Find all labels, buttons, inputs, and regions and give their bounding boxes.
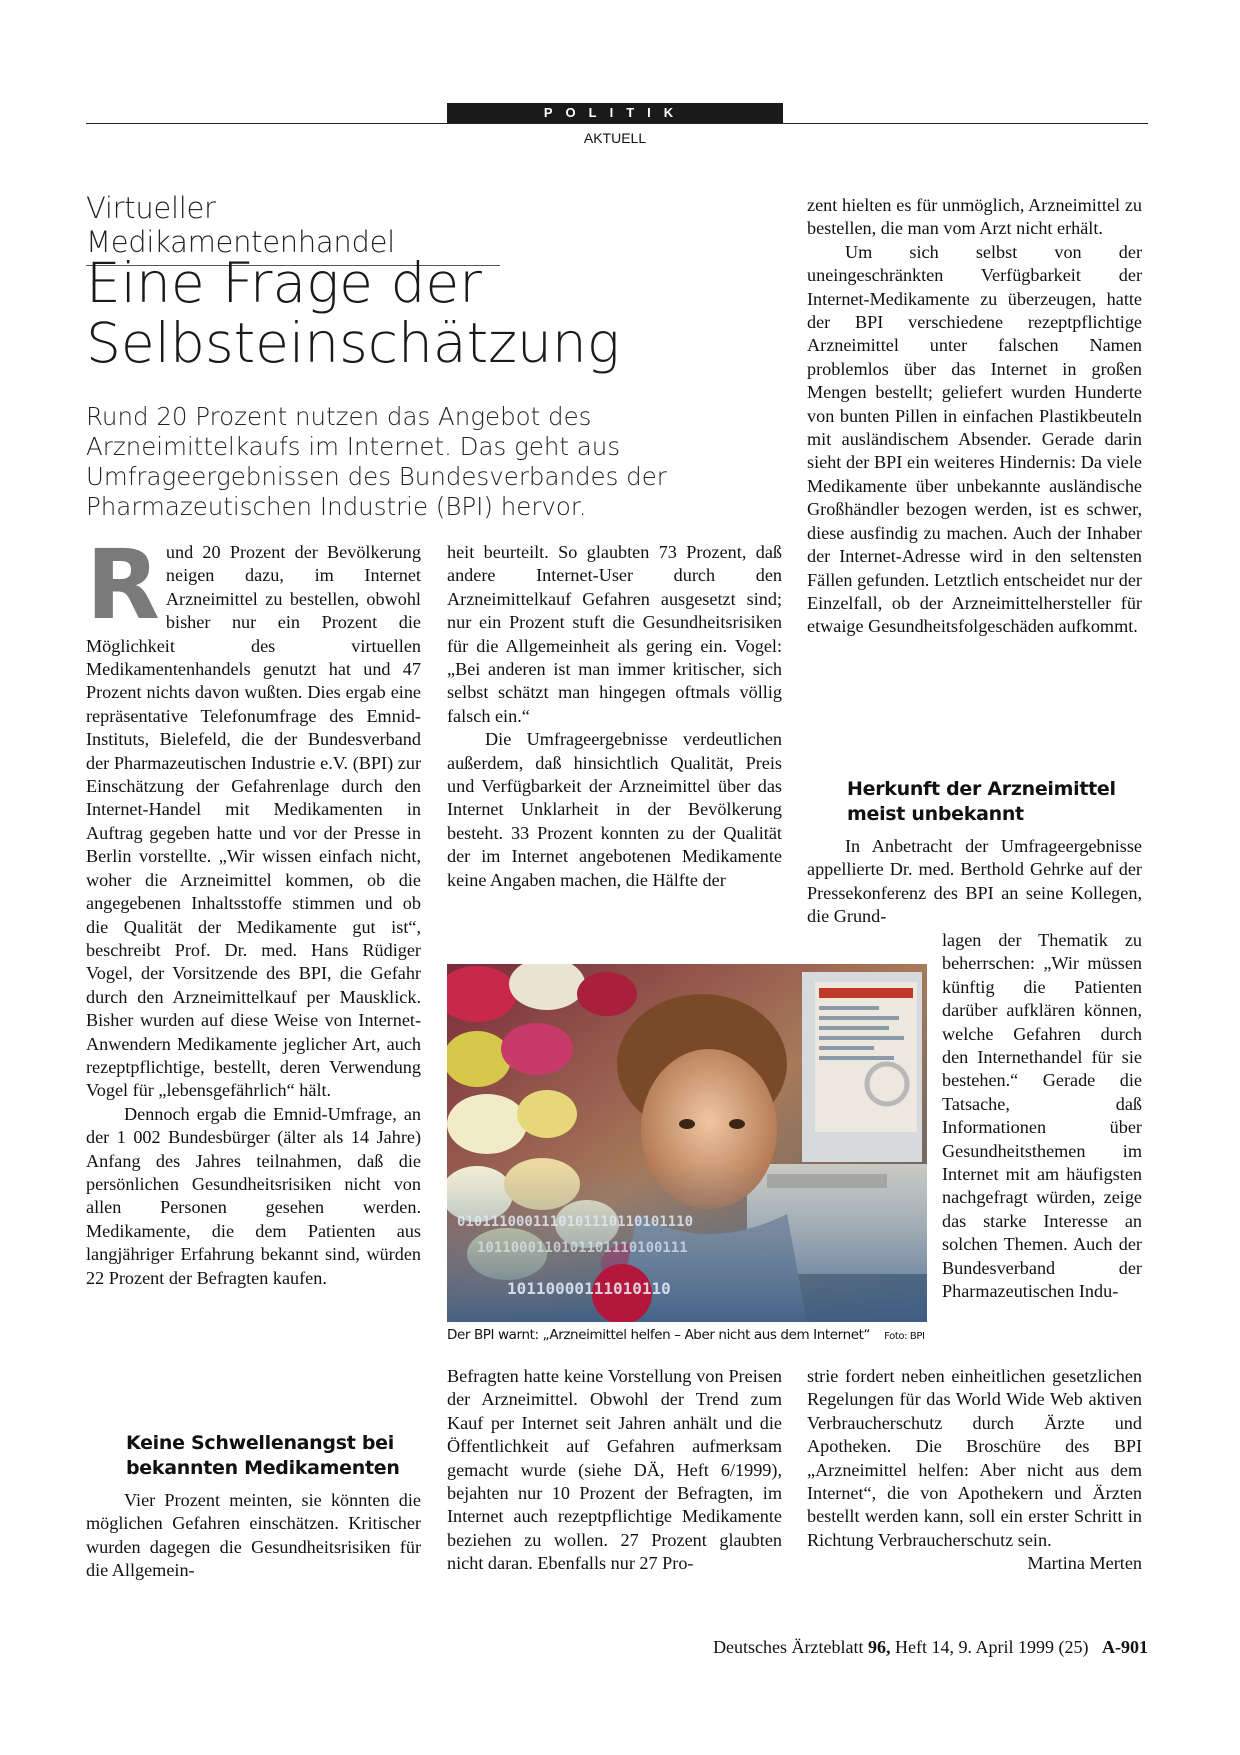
subheading-1: Keine Schwellenangst bei bekannten Medikamenten: [126, 1432, 400, 1479]
paragraph: [807, 1365, 1142, 1574]
column-2-continued: [447, 1365, 782, 1576]
header-rule: [86, 123, 1148, 124]
paragraph: heit beurteilt. So glaubten 73 Prozent, daß andere Internet-User durch den Arzneimittelkauf Gefahren ausgesetzt sind; nur ein Prozent stuft die Gesundheitsrisiken für die Allgemeinheit als gering ein. Vogel: „Bei anderen ist man immer kritischer, sich selbst schätzt man hingegen oftmals völlig falsch ein.“: [447, 542, 782, 726]
child-at-computer-photo-icon: [447, 964, 927, 1322]
column-2: [447, 541, 782, 892]
article-photo: [447, 964, 927, 1322]
paragraph: Dennoch ergab die Emnid-Umfrage, an der 1 002 Bundesbürger (älter als 14 Jahre) Anfang des Jahres teilnahmen, daß die persönlichen Gesundheitsrisiken nicht von allen Personen gesehen werden. Medikamente, die dem Patienten aus langjähriger Erfahrung bekannt sind, würden 22 Prozent der Befragten kaufen.: [86, 1103, 421, 1288]
column-3-wrap: [942, 929, 1142, 1304]
column-3-end: [807, 1365, 1142, 1576]
paragraph-text: und 20 Prozent der Bevölkerung neigen dazu, im Internet Arzneimittel zu bestellen, obwohl bisher nur ein Prozent die Möglichkeit des virtuellen Medikamentenhandels genutzt hat und 47 Prozent nichts davon wußten. Dies ergab eine repräsentative Telefonumfrage des Emnid-Instituts, Bielefeld, die der Bundesverband der Pharmazeutischen Industrie e.V. (BPI) zur Einschätzung der Gefahrenlage durch den Internet-Handel mit Medikamenten in Auftrag gegeben hatte und vor der Presse in Berlin vorstellte. „Wir wissen einfach nicht, woher die Arzneimittel kommen, ob die angegebenen Inhaltsstoffe stimmen und ob die Qualität der Medikamente gut ist“, beschreibt Prof. Dr. med. Hans Rüdiger Vogel, der Vorsitzende des BPI, die Gefahr durch den Arzneimittelkauf per Mausklick. Bisher wurden auf diese Weise von Internet-Anwendern Medikamente jeglicher Art, auch rezeptpflichtige, bestellt, deren Verwendung Vogel für „lebensgefährlich“ hält.: [86, 542, 421, 1101]
journal-volume: 96,: [868, 1637, 891, 1657]
journal-issue: Heft 14, 9. April 1999 (25): [890, 1637, 1089, 1657]
drop-cap: R: [86, 529, 160, 641]
paragraph-text: strie fordert neben einheitlichen gesetzlichen Regelungen für das World Wide Web aktiven Verbraucherschutz durch Ärzte und Apotheken. Die Broschüre des BPI „Arzneimittel helfen: Aber nicht aus dem Internet“, die von Apothekern und Ärzten bestellt werden kann, soll ein erster Schritt in Richtung Verbraucherschutz sein.: [807, 1366, 1142, 1550]
paragraph: Vier Prozent meinten, sie könnten die möglichen Gefahren einschätzen. Kritischer wurden dagegen die Gesundheitsrisiken für die Allgemein-: [86, 1490, 421, 1581]
photo-credit: Foto: BPI: [884, 1331, 925, 1342]
binary-text-2: 1011000110101101110100111: [477, 1240, 688, 1256]
photo-caption: [447, 1327, 927, 1343]
paragraph: Die Umfrageergebnisse verdeutlichen außerdem, daß hinsichtlich Qualität, Preis und Verfügbarkeit der Arzneimittel über das Internet Unklarheit in der Bevölkerung besteht. 33 Prozent konnten zu der Qualität der im Internet angebotenen Medikamente keine Angaben machen, die Hälfte der: [447, 729, 782, 890]
section-label: POLITIK: [447, 103, 783, 123]
article-headline: [86, 253, 686, 373]
caption-text: Der BPI warnt: „Arzneimittel helfen – Aber nicht aus dem Internet“: [447, 1327, 871, 1343]
subsection-label: AKTUELL: [583, 130, 647, 146]
headline-line-2: Selbsteinschätzung: [86, 311, 620, 375]
column-1: [86, 529, 421, 1290]
author-name: Martina Merten: [1027, 1553, 1142, 1574]
article-lead: Rund 20 Prozent nutzen das Angebot des Arzneimittelkaufs im Internet. Das geht aus Umfrageergebnissen des Bundesverbandes der Pharmazeutischen Industrie (BPI) hervor.: [86, 402, 667, 521]
subheading-2: Herkunft der Arzneimittel meist unbekannt: [847, 778, 1116, 825]
paragraph: Um sich selbst von der uneingeschränkten Verfügbarkeit der Internet-Medikamente zu überzeugen, hatte der BPI verschiedene rezeptpflichtige Arzneimittel unter falschen Namen problemlos über das Internet in großen Mengen bestellt; geliefert wurden Hunderte von bunten Pillen in einfachen Plastikbeuteln mit ausländischem Absender. Gerade darin sieht der BPI ein weiteres Hindernis: Da viele Medikamente über unbekannte ausländische Großhändler bezogen werden, ist es schwer, diese ausfindig zu machen. Auch der Inhaber der Internet-Adresse wird in den seltensten Fällen gefunden. Letztlich entscheidet nur der Einzelfall, ob der Arzneimittelhersteller für etwaige Gesundheitsfolgeschäden aufkommt.: [807, 241, 1142, 637]
paragraph: Befragten hatte keine Vorstellung von Preisen der Arzneimittel. Obwohl der Trend zum Kauf per Internet seit Jahren anhält und die Öffentlichkeit auf Gefahren aufmerksam gemacht wurde (siehe DÄ, Heft 6/1999), bejahten nur 10 Prozent der Befragten, im Internet auch rezeptpflichtige Medikamente beziehen zu wollen. 27 Prozent glaubten nicht daran. Ebenfalls nur 27 Pro-: [447, 1366, 782, 1574]
page-footer: [640, 1637, 1148, 1658]
paragraph: [86, 529, 421, 1103]
page-number: A-901: [1102, 1637, 1148, 1657]
column-1-continued: [86, 1489, 421, 1583]
column-3-continued: [807, 835, 1142, 929]
article-kicker: Virtueller Medikamentenhandel: [86, 191, 500, 266]
paragraph: zent hielten es für unmöglich, Arzneimittel zu bestellen, die man vom Arzt nicht erhält.: [807, 195, 1142, 239]
binary-text-3: 10110000111010110: [507, 1279, 671, 1298]
paragraph: lagen der Thematik zu beherrschen: „Wir müssen künftig die Patienten darüber aufklären können, welche Gefahren durch den Internethandel für sie bestehen.“ Gerade die Tatsache, daß Informationen über Gesundheitsthemen im Internet mit am häufigsten nachgefragt würden, zeige das starke Interesse an solchen Themen. Auch der Bundesverband der Pharmazeutischen Indu-: [942, 930, 1142, 1302]
journal-name: Deutsches Ärzteblatt: [713, 1637, 869, 1657]
headline-line-1: Eine Frage der: [86, 251, 482, 315]
paragraph: In Anbetracht der Umfrageergebnisse appellierte Dr. med. Berthold Gehrke auf der Pressekonferenz des BPI an seine Kollegen, die Grund-: [807, 836, 1142, 927]
binary-text-1: 0101110001110101110110101110: [457, 1214, 694, 1230]
column-3: [807, 194, 1142, 639]
